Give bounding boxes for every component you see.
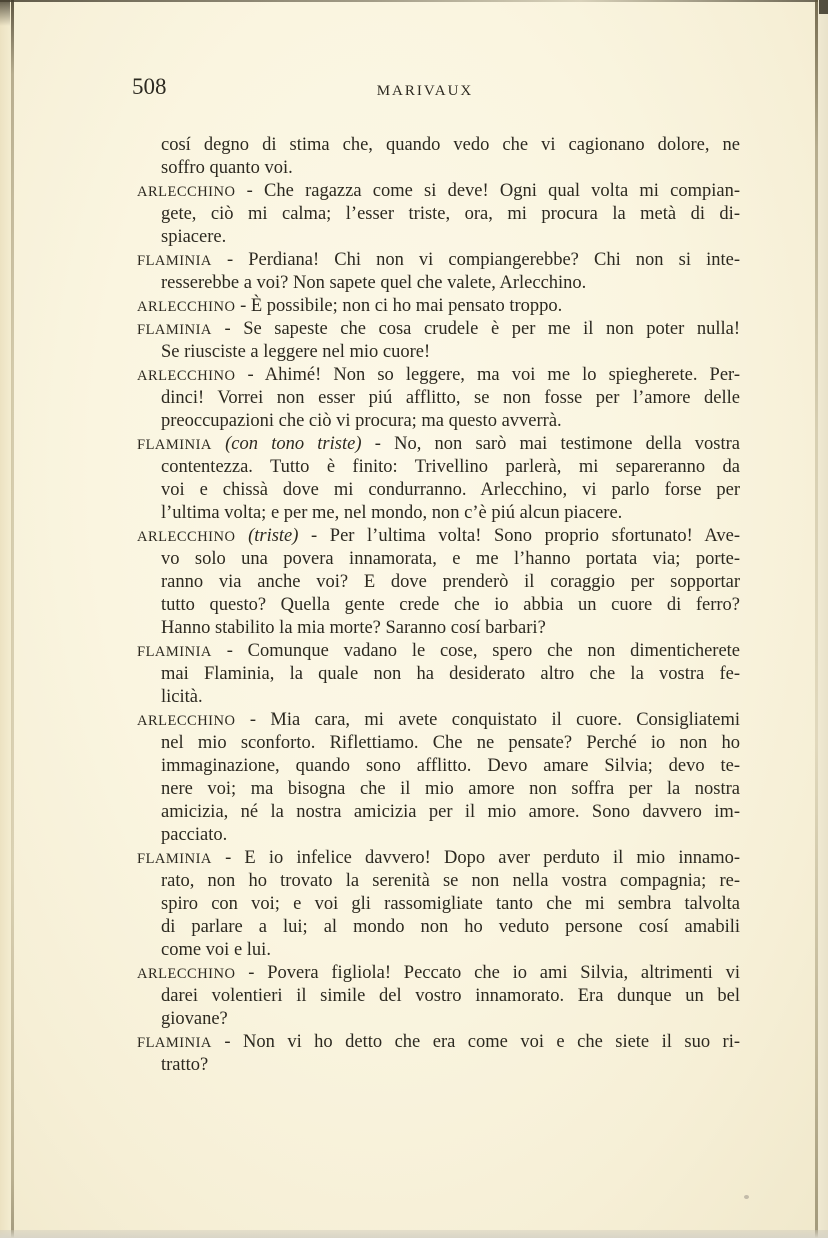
line-text: immaginazione, quando sono afflitto. Devo amare Silvia; devo te- <box>161 756 740 776</box>
text-line <box>137 640 740 663</box>
text-line <box>161 502 740 525</box>
stage-direction: (con tono triste) <box>225 434 362 454</box>
dialogue-entry <box>137 249 740 295</box>
line-text: - Non vi ho detto che era come voi e che siete il suo ri- <box>224 1032 740 1052</box>
text-line <box>161 341 740 364</box>
text-line <box>137 525 740 548</box>
speaker-name: FLAMINIA <box>137 437 212 453</box>
line-text: mai Flaminia, la quale non ha desiderato altro che la vostra fe- <box>161 664 740 684</box>
line-text: voi e chissà dove mi condurranno. Arlecchino, vi parlo forse per <box>161 480 740 500</box>
line-text: pacciato. <box>161 825 228 845</box>
line-text: ranno via anche voi? E dove prenderò il coraggio per sopportar <box>161 572 740 592</box>
text-line <box>161 824 740 847</box>
dialogue-entry <box>137 962 740 1031</box>
dialogue-entry <box>137 318 740 364</box>
line-text: - Che ragazza come si deve! Ogni qual volta mi compian- <box>246 181 740 201</box>
dialogue-entry <box>137 295 740 318</box>
text-line <box>137 847 740 870</box>
speaker-name: FLAMINIA <box>137 253 212 269</box>
speaker-name: ARLECCHINO <box>137 368 236 384</box>
dialogue-entry <box>137 180 740 249</box>
speaker-name: FLAMINIA <box>137 851 212 867</box>
text-line <box>161 1008 740 1031</box>
text-line <box>161 870 740 893</box>
line-text: - Povera figliola! Peccato che io ami Silvia, altrimenti vi <box>248 963 741 983</box>
line-text: amicizia, né la nostra amicizia per il mio amore. Sono davvero im- <box>161 802 740 822</box>
dialogue-entry <box>137 847 740 962</box>
line-text: resserebbe a voi? Non sapete quel che valete, Arlecchino. <box>161 273 587 293</box>
text-line <box>161 571 740 594</box>
text-line <box>161 134 740 157</box>
text-line <box>161 157 740 180</box>
text-line <box>137 709 740 732</box>
text-line <box>161 686 740 709</box>
line-text: contentezza. Tutto è finito: Trivellino parlerà, mi separeranno da <box>161 457 740 477</box>
text-line <box>161 1054 740 1077</box>
speaker-name: ARLECCHINO <box>137 966 236 982</box>
speaker-name: FLAMINIA <box>137 322 212 338</box>
line-text: - Perdiana! Chi non vi compiangerebbe? Chi non si inte- <box>227 250 741 270</box>
line-text: darei volentieri il simile del vostro innamorato. Era dunque un bel <box>161 986 740 1006</box>
text-line <box>137 249 740 272</box>
line-text: Se riusciste a leggere nel mio cuore! <box>161 342 431 362</box>
line-text: dinci! Vorrei non esser piú afflitto, se non fosse per l’amore delle <box>161 388 740 408</box>
dialogue-entry <box>137 525 740 640</box>
text-line <box>161 203 740 226</box>
speaker-name: ARLECCHINO <box>137 529 236 545</box>
text-line <box>161 594 740 617</box>
dialogue-entry <box>137 134 740 180</box>
text-line <box>161 778 740 801</box>
text-line <box>161 663 740 686</box>
text-line <box>137 962 740 985</box>
line-text: - Mia cara, mi avete conquistato il cuore. Consigliatemi <box>249 710 741 730</box>
text-line <box>161 387 740 410</box>
binding-gutter-line <box>11 0 14 1238</box>
scan-bottom-band <box>0 1230 828 1238</box>
text-line <box>161 410 740 433</box>
stage-direction: (triste) <box>248 526 299 546</box>
page-right-edge-line <box>815 0 818 1238</box>
text-line <box>161 801 740 824</box>
line-text: spiacere. <box>161 227 227 247</box>
page-right-margin-strip <box>818 0 828 1238</box>
speaker-name: ARLECCHINO <box>137 713 236 729</box>
scan-speck <box>744 1195 749 1199</box>
text-line <box>161 479 740 502</box>
text-line <box>161 939 740 962</box>
line-text: - Comunque vadano le cose, spero che non dimenticherete <box>226 641 741 661</box>
line-text: giovane? <box>161 1009 228 1029</box>
text-line <box>137 1031 740 1054</box>
line-text: nel mio sconforto. Riflettiamo. Che ne pensate? Perché io non ho <box>161 733 740 753</box>
speaker-name: ARLECCHINO <box>137 184 236 200</box>
dialogue-entry <box>137 709 740 847</box>
text-line <box>137 295 740 318</box>
page-number: 508 <box>132 74 167 99</box>
text-line <box>161 456 740 479</box>
scan-corner-top-right <box>819 0 828 14</box>
text-line <box>137 180 740 203</box>
line-text: spiro con voi; e voi gli rassomigliate tanto che mi sembra talvolta <box>161 894 740 914</box>
running-header: MARIVAUX <box>376 83 474 99</box>
line-text: come voi e lui. <box>161 940 271 960</box>
text-line <box>161 617 740 640</box>
speaker-name: FLAMINIA <box>137 1035 212 1051</box>
line-text: licità. <box>161 687 203 707</box>
dialogue-entry <box>137 1031 740 1077</box>
line-text: tratto? <box>161 1055 209 1075</box>
line-text: rato, non ho trovato la serenità se non nella vostra compagnia; re- <box>161 871 740 891</box>
line-text: - E io infelice davvero! Dopo aver perduto il mio innamo- <box>225 848 740 868</box>
text-line <box>161 732 740 755</box>
line-text: preoccupazioni che ciò vi procura; ma questo avverrà. <box>161 411 562 431</box>
line-text: - Ahimé! Non so leggere, ma voi me lo spiegherete. Per- <box>247 365 740 385</box>
line-text: soffro quanto voi. <box>161 158 293 178</box>
line-text: Hanno stabilito la mia morte? Saranno cosí barbari? <box>161 618 546 638</box>
text-line <box>137 318 740 341</box>
text-line <box>161 548 740 571</box>
text-line <box>161 755 740 778</box>
line-text: cosí degno di stima che, quando vedo che vi cagionano dolore, ne <box>161 135 740 155</box>
line-text: - Se sapeste che cosa crudele è per me il non poter nulla! <box>224 319 740 339</box>
line-text: l’ultima volta; e per me, nel mondo, non c’è piú alcun piacere. <box>161 503 623 523</box>
text-line <box>161 272 740 295</box>
line-text: vo solo una povera innamorata, e me l’hanno portata via; porte- <box>161 549 740 569</box>
line-text: tutto questo? Quella gente crede che io abbia un cuore di ferro? <box>161 595 740 615</box>
line-text: gete, ciò mi calma; l’esser triste, ora, mi procura la metà di di- <box>161 204 740 224</box>
dialogue-text-block <box>137 134 740 1077</box>
line-text: - No, non sarò mai testimone della vostra <box>374 434 741 454</box>
speaker-name: ARLECCHINO <box>137 299 236 315</box>
scan-corner-top-left <box>0 0 10 26</box>
text-line <box>161 226 740 249</box>
line-text: nere voi; ma bisogna che il mio amore non soffra per la nostra <box>161 779 740 799</box>
speaker-name: FLAMINIA <box>137 644 212 660</box>
dialogue-entry <box>137 364 740 433</box>
text-line <box>161 893 740 916</box>
dialogue-entry <box>137 640 740 709</box>
line-text: - Per l’ultima volta! Sono proprio sfortunato! Ave- <box>311 526 741 546</box>
scan-top-edge <box>0 0 828 2</box>
dialogue-entry <box>137 433 740 525</box>
text-line <box>161 916 740 939</box>
line-text: - È possibile; non ci ho mai pensato troppo. <box>240 296 563 316</box>
text-line <box>161 985 740 1008</box>
line-text: di parlare a lui; al mondo non ho veduto persone cosí amabili <box>161 917 740 937</box>
text-line <box>137 364 740 387</box>
text-line <box>137 433 740 456</box>
